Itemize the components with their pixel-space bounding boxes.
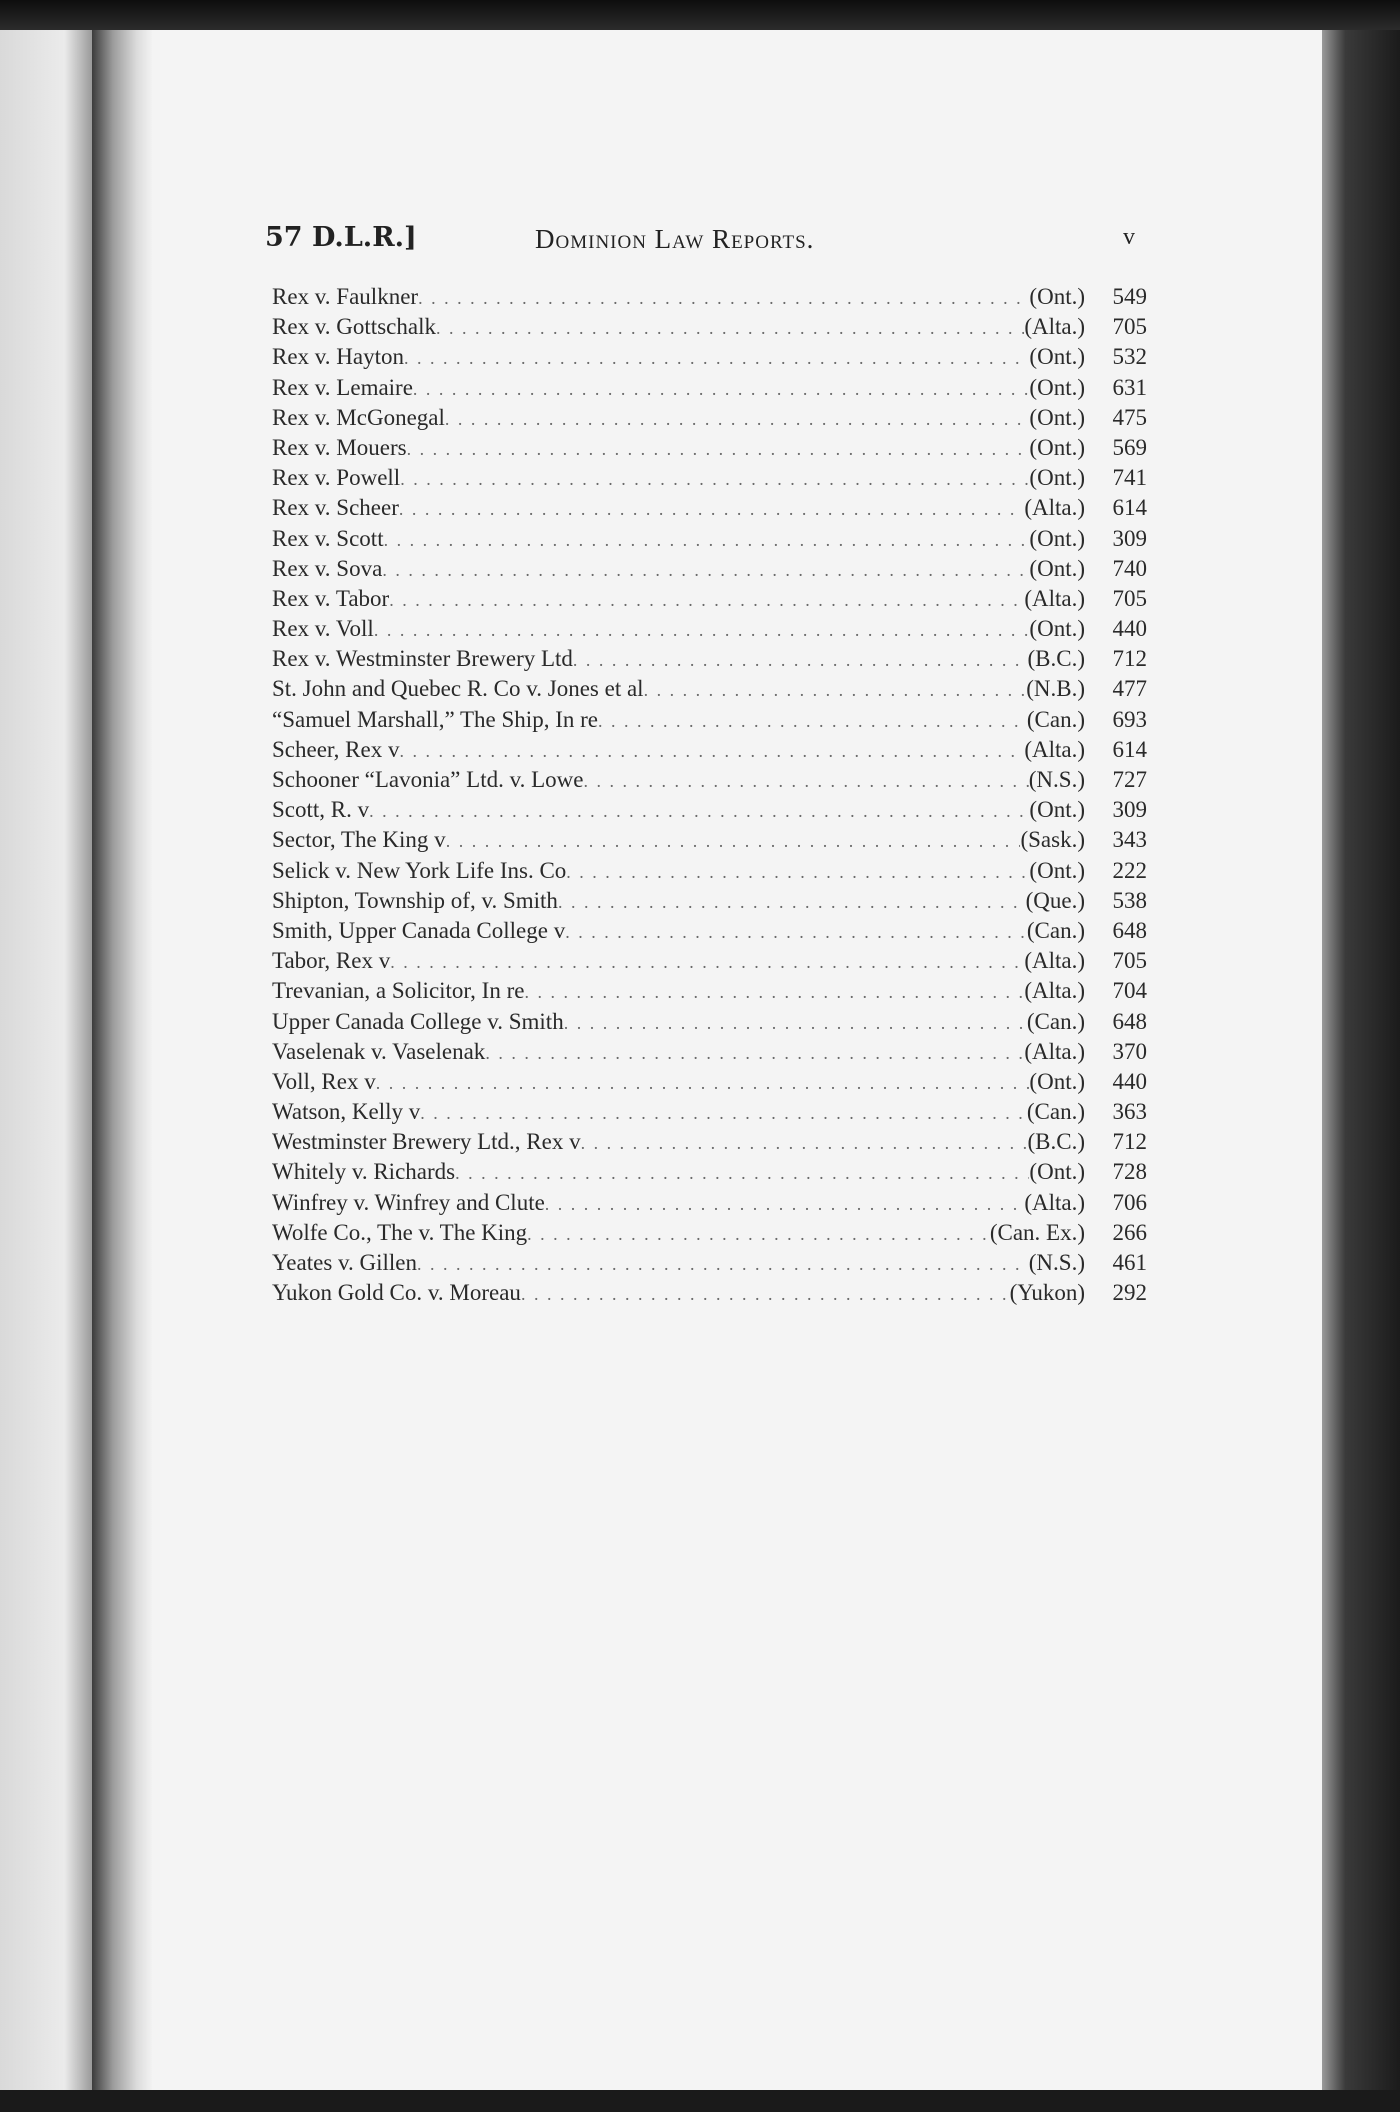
case-page-number: 614 <box>1112 495 1147 521</box>
case-page-number: 363 <box>1112 1099 1147 1125</box>
dot-leader <box>573 645 1028 675</box>
case-name: St. John and Quebec R. Co v. Jones et al <box>272 676 644 702</box>
court-abbreviation: (Que.) <box>1025 887 1085 913</box>
dot-leader <box>455 1158 1029 1188</box>
dot-leader <box>485 1038 1024 1068</box>
case-entry <box>272 342 1147 372</box>
case-name: Westminster Brewery Ltd., Rex v <box>272 1129 581 1155</box>
case-entry <box>272 1157 1147 1187</box>
case-page-number: 648 <box>1112 1008 1147 1034</box>
case-entry <box>272 705 1147 735</box>
case-name: Rex v. Hayton <box>272 344 405 370</box>
case-entry <box>272 1278 1147 1308</box>
dot-leader <box>558 887 1026 917</box>
case-entry <box>272 1007 1147 1037</box>
case-entry <box>272 493 1147 523</box>
court-abbreviation: (Can. Ex.) <box>989 1219 1085 1245</box>
case-name: Yukon Gold Co. v. Moreau <box>272 1280 521 1306</box>
dot-leader <box>583 766 1028 796</box>
dot-leader <box>404 343 1029 373</box>
case-page-number: 705 <box>1112 585 1147 611</box>
volume-reference: 57 D.L.R.] <box>265 222 417 253</box>
case-page-number: 538 <box>1112 887 1147 913</box>
case-page-number: 475 <box>1112 404 1147 430</box>
case-entry <box>272 674 1147 704</box>
case-page-number: 648 <box>1112 917 1147 943</box>
court-abbreviation: (Alta.) <box>1024 1038 1085 1064</box>
dot-leader <box>565 917 1027 947</box>
dot-leader <box>390 947 1024 977</box>
court-abbreviation: (Alta.) <box>1024 978 1085 1004</box>
dot-leader <box>545 1189 1025 1219</box>
case-entry <box>272 312 1147 342</box>
dot-leader <box>407 434 1030 464</box>
court-abbreviation: (Can.) <box>1026 706 1085 732</box>
case-entry <box>272 886 1147 916</box>
case-entry <box>272 1097 1147 1127</box>
case-entry <box>272 554 1147 584</box>
case-name: Rex v. Scott <box>272 525 384 551</box>
case-page-number: 741 <box>1112 465 1147 491</box>
case-name: Winfrey v. Winfrey and Clute <box>272 1189 545 1215</box>
case-name: Voll, Rex v <box>272 1068 376 1094</box>
case-name: Scheer, Rex v <box>272 736 400 762</box>
case-entry <box>272 795 1147 825</box>
case-page-number: 712 <box>1112 646 1147 672</box>
case-page-number: 706 <box>1112 1189 1147 1215</box>
case-page-number: 727 <box>1112 767 1147 792</box>
case-entry <box>272 524 1147 554</box>
case-name: Rex v. Scheer <box>272 495 399 521</box>
case-name: Watson, Kelly v <box>272 1099 421 1125</box>
court-abbreviation: (Ont.) <box>1029 404 1085 430</box>
court-abbreviation: (Ont.) <box>1029 1159 1085 1185</box>
case-page-number: 222 <box>1112 857 1147 883</box>
scan-bottom-edge <box>0 2090 1400 2112</box>
dot-leader <box>374 615 1030 645</box>
court-abbreviation: (Ont.) <box>1029 555 1085 581</box>
case-entry <box>272 584 1147 614</box>
court-abbreviation: (Ont.) <box>1029 1068 1085 1094</box>
dot-leader <box>420 1098 1027 1128</box>
case-name: Trevanian, a Solicitor, In re <box>272 978 525 1004</box>
case-entry <box>272 1188 1147 1218</box>
case-page-number: 309 <box>1112 797 1147 823</box>
case-page-number: 266 <box>1112 1219 1147 1245</box>
dot-leader <box>598 706 1027 736</box>
dot-leader <box>384 525 1030 555</box>
case-name: Rex v. Lemaire <box>272 374 413 400</box>
court-abbreviation: (Can.) <box>1026 1099 1085 1125</box>
case-page-number: 440 <box>1112 1068 1147 1094</box>
page-number-roman: v <box>1123 224 1135 250</box>
case-name: Rex v. Sova <box>272 555 383 581</box>
case-name: Rex v. Tabor <box>272 585 390 611</box>
dot-leader <box>524 977 1024 1007</box>
case-page-number: 532 <box>1112 344 1147 370</box>
court-abbreviation: (Alta.) <box>1024 1189 1085 1215</box>
case-page-number: 740 <box>1112 555 1147 581</box>
dot-leader <box>527 1219 990 1249</box>
book-gutter <box>92 30 152 2090</box>
court-abbreviation: (Ont.) <box>1029 284 1085 309</box>
case-entry <box>272 282 1147 312</box>
dot-leader <box>446 826 1021 856</box>
case-name: Rex v. Mouers <box>272 434 407 460</box>
court-abbreviation: (N.S.) <box>1028 767 1085 792</box>
case-name: Rex v. Powell <box>272 465 401 491</box>
case-name: “Samuel Marshall,” The Ship, In re <box>272 706 598 732</box>
case-entry <box>272 1067 1147 1097</box>
case-entry <box>272 1037 1147 1067</box>
dot-leader <box>417 1249 1029 1279</box>
court-abbreviation: (Alta.) <box>1024 736 1085 762</box>
dot-leader <box>382 555 1029 585</box>
case-page-number: 461 <box>1112 1250 1147 1275</box>
case-entry <box>272 765 1147 795</box>
court-abbreviation: (Alta.) <box>1024 495 1085 521</box>
case-name: Yeates v. Gillen <box>272 1250 418 1275</box>
court-abbreviation: (Ont.) <box>1029 616 1085 642</box>
case-name: Whitely v. Richards <box>272 1159 456 1185</box>
court-abbreviation: (Ont.) <box>1029 465 1085 491</box>
court-abbreviation: (B.C.) <box>1027 1129 1085 1155</box>
case-page-number: 440 <box>1112 616 1147 642</box>
case-name: Schooner “Lavonia” Ltd. v. Lowe <box>272 767 584 792</box>
case-entry <box>272 946 1147 976</box>
scan-top-edge <box>0 0 1400 30</box>
case-name: Smith, Upper Canada College v <box>272 917 566 943</box>
case-page-number: 631 <box>1112 374 1147 400</box>
court-abbreviation: (Sask.) <box>1020 827 1085 853</box>
case-name: Upper Canada College v. Smith <box>272 1008 564 1034</box>
case-entry <box>272 735 1147 765</box>
dot-leader <box>413 374 1030 404</box>
court-abbreviation: (Ont.) <box>1029 525 1085 551</box>
dot-leader <box>644 675 1027 705</box>
case-page-number: 614 <box>1112 736 1147 762</box>
case-page-number: 370 <box>1112 1038 1147 1064</box>
dot-leader <box>399 736 1024 766</box>
dot-leader <box>389 585 1024 615</box>
case-entry <box>272 1127 1147 1157</box>
dot-leader <box>564 1008 1027 1038</box>
case-page-number: 309 <box>1112 525 1147 551</box>
case-page-number: 343 <box>1112 827 1147 853</box>
court-abbreviation: (Can.) <box>1026 917 1085 943</box>
dot-leader <box>399 494 1024 524</box>
case-entry <box>272 856 1147 886</box>
case-entry <box>272 433 1147 463</box>
case-name: Rex v. Voll <box>272 616 374 642</box>
court-abbreviation: (Ont.) <box>1029 374 1085 400</box>
dot-leader <box>521 1279 1010 1309</box>
court-abbreviation: (Alta.) <box>1024 314 1085 340</box>
case-page-number: 704 <box>1112 978 1147 1004</box>
court-abbreviation: (Ont.) <box>1029 857 1085 883</box>
case-entry <box>272 1248 1147 1278</box>
case-name: Scott, R. v <box>272 797 370 823</box>
case-name: Sector, The King v <box>272 827 446 853</box>
case-page-number: 705 <box>1112 314 1147 340</box>
book-cover-edge <box>1322 30 1400 2090</box>
case-entry <box>272 463 1147 493</box>
case-page-number: 549 <box>1112 284 1147 309</box>
court-abbreviation: (Ont.) <box>1029 797 1085 823</box>
case-name: Vaselenak v. Vaselenak <box>272 1038 486 1064</box>
dot-leader <box>369 796 1029 826</box>
case-name: Tabor, Rex v <box>272 948 391 974</box>
case-name: Shipton, Township of, v. Smith <box>272 887 558 913</box>
case-page-number: 569 <box>1112 434 1147 460</box>
running-title: Dominion Law Reports. <box>535 224 815 254</box>
case-name: Selick v. New York Life Ins. Co <box>272 857 567 883</box>
case-name: Rex v. McGonegal <box>272 404 445 430</box>
case-name: Rex v. Westminster Brewery Ltd <box>272 646 573 672</box>
dot-leader <box>418 283 1029 313</box>
court-abbreviation: (N.B.) <box>1026 676 1085 702</box>
case-entry <box>272 373 1147 403</box>
case-entry <box>272 976 1147 1006</box>
table-of-cases <box>272 282 1147 1308</box>
case-entry <box>272 614 1147 644</box>
court-abbreviation: (Can.) <box>1026 1008 1085 1034</box>
court-abbreviation: (B.C.) <box>1027 646 1085 672</box>
case-entry <box>272 825 1147 855</box>
dot-leader <box>581 1128 1028 1158</box>
case-entry <box>272 1218 1147 1248</box>
dot-leader <box>436 313 1024 343</box>
court-abbreviation: (Yukon) <box>1009 1280 1085 1306</box>
court-abbreviation: (Alta.) <box>1024 585 1085 611</box>
court-abbreviation: (N.S.) <box>1028 1250 1085 1275</box>
case-name: Rex v. Faulkner <box>272 284 419 309</box>
dot-leader <box>400 464 1029 494</box>
case-page-number: 477 <box>1112 676 1147 702</box>
dot-leader <box>376 1068 1030 1098</box>
court-abbreviation: (Ont.) <box>1029 434 1085 460</box>
case-page-number: 712 <box>1112 1129 1147 1155</box>
case-entry <box>272 644 1147 674</box>
case-name: Wolfe Co., The v. The King <box>272 1219 528 1245</box>
court-abbreviation: (Alta.) <box>1024 948 1085 974</box>
case-page-number: 693 <box>1112 706 1147 732</box>
case-page-number: 292 <box>1112 1280 1147 1306</box>
case-entry <box>272 916 1147 946</box>
dot-leader <box>566 857 1029 887</box>
facing-page-edge <box>0 30 92 2090</box>
court-abbreviation: (Ont.) <box>1029 344 1085 370</box>
case-page-number: 728 <box>1112 1159 1147 1185</box>
case-page-number: 705 <box>1112 948 1147 974</box>
running-header <box>265 222 1135 258</box>
case-entry <box>272 403 1147 433</box>
case-name: Rex v. Gottschalk <box>272 314 436 340</box>
dot-leader <box>445 404 1030 434</box>
